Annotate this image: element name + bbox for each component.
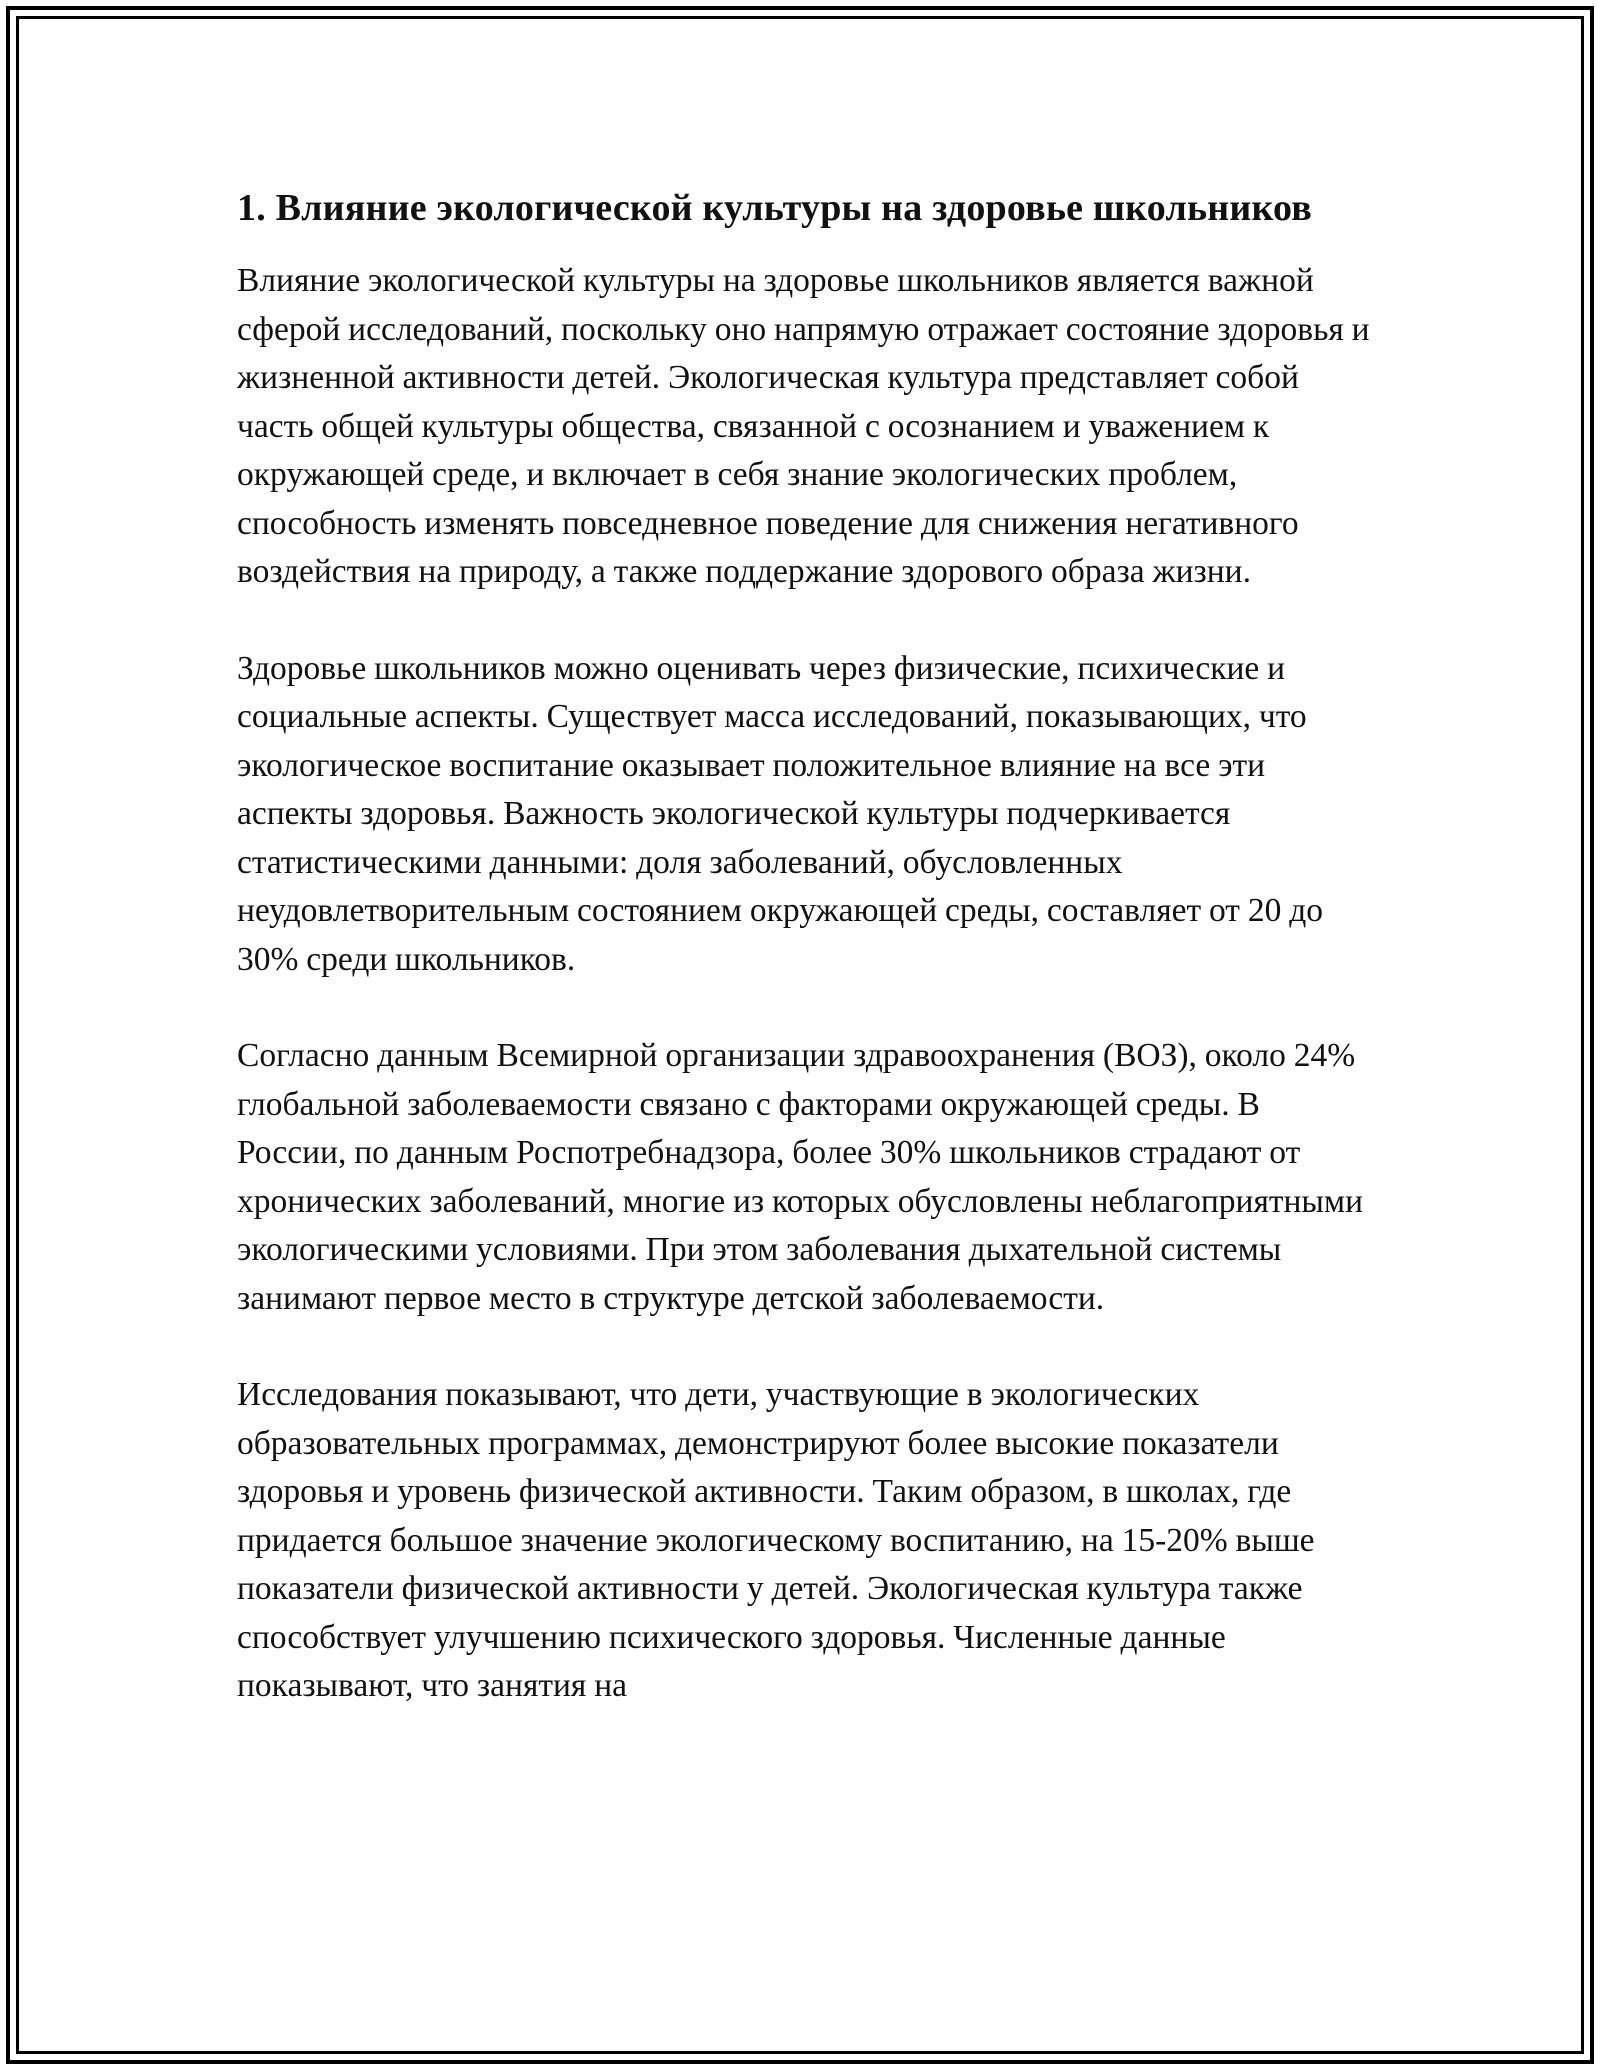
section-heading: 1. Влияние экологической культуры на здоровье школьников (237, 187, 1313, 229)
document-body (237, 180, 1377, 1711)
paragraph-research-findings: Исследования показывают, что дети, участвующие в экологических образовательных программах, демонстрируют более высокие показатели здоровья и уровень физической активности. Таким образом, в школах, где придается большое значение экологическому воспитанию, на 15-20% выше показатели физической активности у детей. Экологическая культура также способствует улучшению психического здоровья. Численные данные показывают, что занятия на (237, 1376, 1315, 1704)
paragraph-ecological-culture-definition: Влияние экологической культуры на здоровье школьников является важной сферой исследований, поскольку оно напрямую отражает состояние здоровья и жизненной активности детей. Экологическая культура представляет собой часть общей культуры общества, связанной с осознанием и уважением к окружающей среде, и включает в себя знание экологических проблем, способность изменять повседневное поведение для снижения негативного воздействия на природу, а также поддержание здорового образа жизни. (237, 262, 1370, 590)
paragraph-health-aspects: Здоровье школьников можно оценивать через физические, психические и социальные аспекты. Существует масса исследований, показывающих, что экологическое воспитание оказывает положительное влияние на все эти аспекты здоровья. Важность экологической культуры подчеркивается статистическими данными: доля заболеваний, обусловленных неудовлетворительным состоянием окружающей среды, составляет от 20 до 30% среди школьников. (237, 649, 1323, 978)
paragraph-who-statistics: Согласно данным Всемирной организации здравоохранения (ВОЗ), около 24% глобальной заболеваемости связано с факторами окружающей среды. В России, по данным Роспотребнадзора, более 30% школьников страдают от хронических заболеваний, многие из которых обусловлены неблагоприятными экологическими условиями. При этом заболевания дыхательной системы занимают первое место в структуре детской заболеваемости. (237, 1037, 1364, 1317)
